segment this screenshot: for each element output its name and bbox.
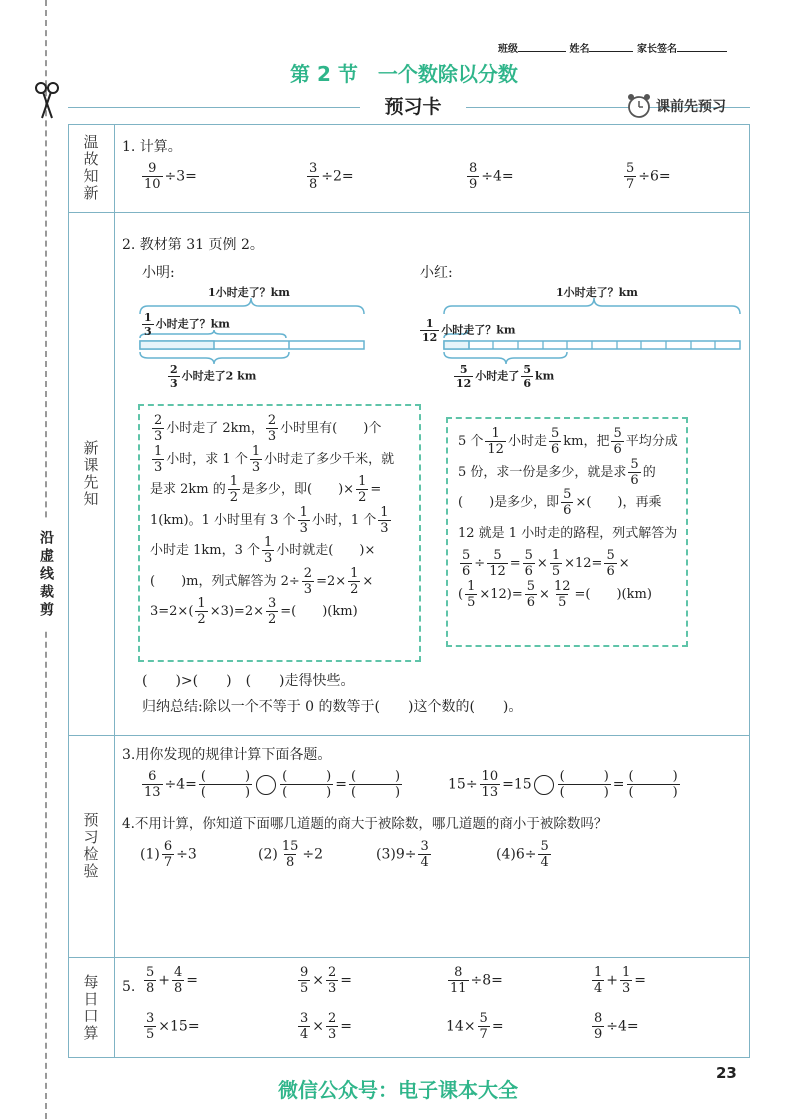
q5-item: $\frac{8}{11}$ ÷8= (450, 965, 503, 996)
header-fields (498, 40, 727, 55)
class-label: 班级 (498, 44, 518, 55)
page-number: 23 (716, 1064, 737, 1082)
watermark: 微信公众号：电子课本大全 (278, 1078, 518, 1102)
cut-label: 沿虚线裁剪 (26, 520, 66, 630)
q3-item-a: $\frac{6}{13}$ ÷4= $\frac{( )}{( )}$ $\frac{( )}{( )}$ = $\frac{( )}{( )}$ (144, 769, 401, 800)
q5-item: $\frac{8}{9}$ ÷4= (594, 1011, 639, 1042)
row-divider-1 (68, 212, 750, 213)
xiaohong-top-label: 1小时走了？km (556, 286, 638, 299)
q3-title: 3.用你发现的规律计算下面各题。 (122, 747, 332, 763)
side-label-review: 温故知新 (81, 134, 100, 202)
q1-item: $\frac{5}{7}$ ÷6= (626, 161, 671, 192)
xiaohong-label: 小红: (420, 265, 453, 281)
q4-title: 4.不用计算，你知道下面哪几道题的商大于被除数，哪几道题的商小于被除数吗？ (122, 816, 608, 832)
xiaohong-twelfth-label: $\frac{1}{12}$ 小时走了？km (422, 317, 516, 344)
side-label-new-lesson: 新课先知 (81, 439, 100, 508)
row-divider-3 (68, 957, 750, 958)
q1-title: 1. 计算。 (122, 139, 182, 155)
q1-item: $\frac{3}{8}$ ÷2= (309, 161, 354, 192)
q4-item: (3)9÷ $\frac{3}{4}$ (376, 839, 429, 870)
side-label-daily: 每日口算 (81, 973, 100, 1042)
xiaohong-explanation-box: 5 个 $\frac{1}{12}$ 小时走 $\frac{5}{6}$ km，把 $\frac{5}{6}$ 平均分成 5 份，求一份是多少，就是求 $\frac{5}{6}$ 的 ( )是多少，即 $\frac{5}{6}$ ×( )，再乘 12 就是 1 小时走的路程，列式解答为 $\frac{5}{6}$ ÷ $\frac{5}{12}$ = $\frac{5}{6}$ × $\frac{1}{5}$ ×12= $\frac{5}{6}$ × ( $\frac{1}{5}$ ×12)= $\frac{5}{6}$ × $\frac{12}{5}$ =( )(km) (446, 417, 688, 647)
q5-item: $\frac{1}{4}$ + $\frac{1}{3}$ = (594, 965, 647, 996)
section-title: 第 2 节 一个数除以分数 (290, 62, 518, 86)
xiaoming-top-label: 1小时走了？km (208, 286, 290, 299)
name-label: 姓名 (569, 44, 590, 55)
xiaoming-diagram (138, 284, 368, 394)
xiaohong-five-twelfths-label: $\frac{5}{12}$ 小时走了 $\frac{5}{6}$ km (456, 363, 555, 390)
summary-line: 归纳总结:除以一个不等于 0 的数等于( )这个数的( )。 (142, 699, 523, 715)
q5-item: $\frac{3}{4}$ × $\frac{2}{3}$ = (300, 1011, 353, 1042)
table-divider-vertical (114, 124, 115, 1058)
q5-item: $\frac{3}{5}$ ×15= (146, 1011, 200, 1042)
q1-item: $\frac{9}{10}$ ÷3= (144, 161, 197, 192)
scissors-icon (34, 80, 60, 120)
alarm-clock-icon (625, 92, 653, 124)
name-field[interactable] (589, 51, 633, 52)
q4-item: (4)6÷ $\frac{5}{4}$ (496, 839, 549, 870)
parent-sign-field[interactable] (677, 51, 727, 52)
xiaoming-label: 小明: (142, 265, 175, 281)
compare-circle[interactable] (534, 775, 554, 795)
xiaoming-two-thirds-label: $\frac{2}{3}$ 小时走了2 km (170, 363, 257, 390)
preview-label: 课前先预习 (656, 99, 726, 115)
q5-label: 5. (122, 979, 136, 995)
xiaoming-explanation-box: $\frac{2}{3}$ 小时走了 2km， $\frac{2}{3}$ 小时里有( )个 $\frac{1}{3}$ 小时，求 1 个 $\frac{1}{3}$ 小时走了多少千米，就 是求 2km 的 $\frac{1}{2}$ 是多少，即( )× $\frac{1}{2}$ = 1(km)。1 小时里有 3 个 $\frac{1}{3}$ 小时，1 个 $\frac{1}{3}$ 小时走 1km，3 个 $\frac{1}{3}$ 小时就走( )× ( )m，列式解答为 2÷ $\frac{2}{3}$ =2× $\frac{1}{2}$ × 3=2×( $\frac{1}{2}$ ×3)=2× $\frac{3}{2}$ =( )(km) (138, 404, 421, 662)
q5-item: $\frac{5}{8}$ + $\frac{4}{8}$ = (146, 965, 199, 996)
class-field[interactable] (518, 51, 566, 52)
xiaoming-third-label: $\frac{1}{3}$ 小时走了？km (144, 311, 230, 338)
q4-item: (2) $\frac{15}{8}$ ÷2 (258, 839, 324, 870)
side-label-check: 预习检验 (81, 812, 100, 880)
parent-sign-label: 家长签名 (636, 44, 677, 55)
q4-item: (1) $\frac{6}{7}$ ÷3 (140, 839, 197, 870)
q1-item: $\frac{8}{9}$ ÷4= (469, 161, 514, 192)
card-title-text: 预习卡 (360, 90, 466, 124)
xiaohong-diagram (418, 284, 748, 394)
q2-title: 2. 教材第 31 页例 2。 (122, 237, 264, 253)
q5-item: 14× $\frac{5}{7}$ = (446, 1011, 504, 1042)
q5-item: $\frac{9}{5}$ × $\frac{2}{3}$ = (300, 965, 353, 996)
compare-line: ( )>( ) ( )走得快些。 (142, 673, 355, 689)
q3-item-b: 15÷ $\frac{10}{13}$ =15 $\frac{( )}{( )}$ = $\frac{( )}{( )}$ (448, 769, 678, 800)
row-divider-2 (68, 735, 750, 736)
compare-circle[interactable] (256, 775, 276, 795)
